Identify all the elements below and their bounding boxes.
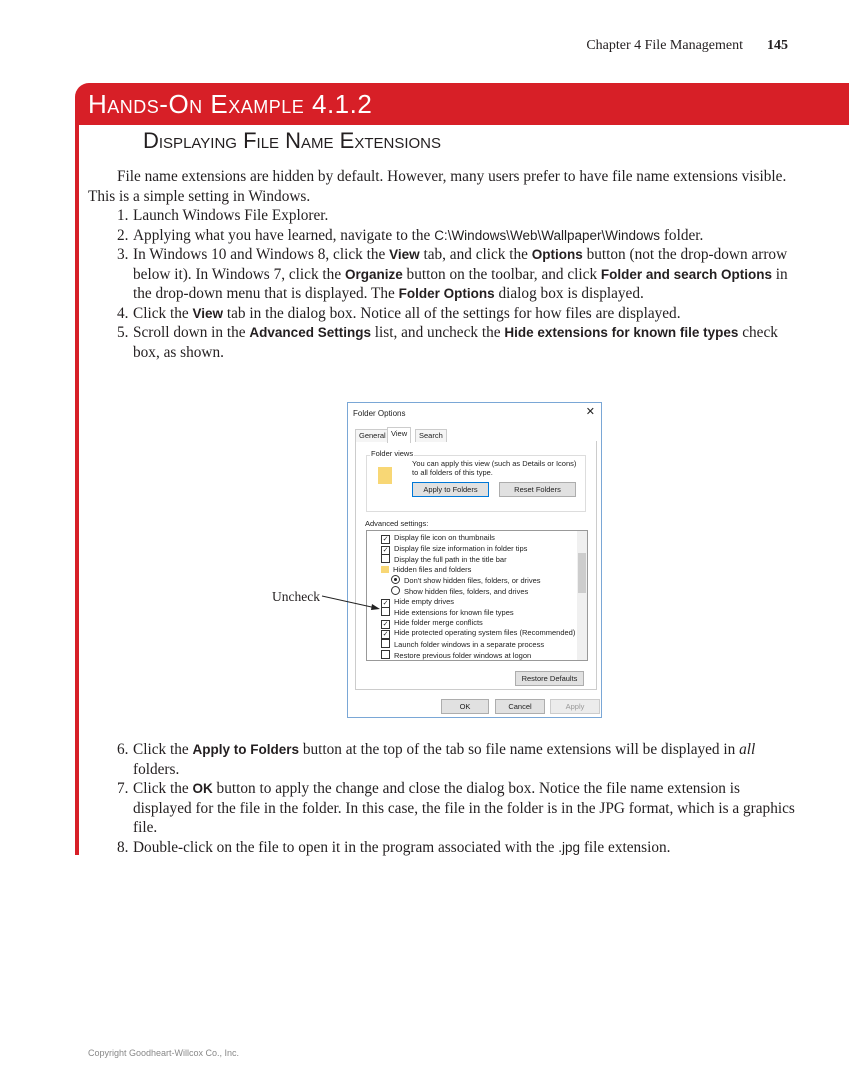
step-number: 4. bbox=[117, 304, 129, 322]
step-text: Apply to Folders bbox=[192, 742, 299, 757]
step-item bbox=[88, 245, 788, 304]
page-number: 145 bbox=[767, 38, 788, 53]
step-text: Folder and search Options bbox=[600, 266, 772, 282]
step-number: 2. bbox=[117, 226, 129, 244]
checkbox-unchecked[interactable] bbox=[381, 639, 390, 648]
step-item bbox=[88, 304, 788, 324]
ok-button[interactable]: OK bbox=[441, 699, 489, 714]
step-item bbox=[88, 206, 788, 226]
copyright-footer: Copyright Goodheart-Willcox Co., Inc. bbox=[88, 1048, 240, 1058]
setting-label: Display file size information in folder tips bbox=[394, 543, 528, 553]
setting-check[interactable] bbox=[381, 544, 527, 554]
setting-label: Display the full path in the title bar bbox=[394, 555, 507, 565]
dialog-title: Folder Options bbox=[353, 409, 406, 418]
setting-label: Launch folder windows in a separate process bbox=[394, 640, 545, 649]
setting-check[interactable] bbox=[381, 597, 454, 607]
step-number: 6. bbox=[117, 741, 129, 758]
steps-list bbox=[88, 206, 788, 362]
step-text: Double-click on the file to open it in the program associated with the bbox=[133, 838, 559, 856]
step-item bbox=[88, 838, 798, 858]
step-text: Folder Options bbox=[398, 286, 495, 301]
close-icon[interactable]: ✕ bbox=[585, 406, 595, 418]
tab-view[interactable]: View bbox=[387, 427, 411, 443]
step-text: tab, and click the bbox=[419, 246, 532, 263]
step-text: button to apply the change and close the dialog box. Notice the file name extension is displayed for the file in the folder. In this case, the file in the folder is in the JPG format, which is a graphics file. bbox=[133, 780, 795, 836]
step-number: 7. bbox=[117, 780, 129, 797]
radio-button[interactable] bbox=[391, 586, 400, 595]
callout-arrow-icon bbox=[320, 590, 382, 612]
chapter-title: Chapter 4 File Management bbox=[586, 38, 743, 53]
checkbox-unchecked[interactable] bbox=[381, 554, 390, 563]
setting-check[interactable] bbox=[381, 639, 544, 649]
instructions bbox=[88, 167, 788, 362]
step-text: Applying what you have learned, navigate to the bbox=[133, 226, 435, 244]
setting-radio[interactable] bbox=[391, 586, 528, 596]
step-text: button on the toolbar, and click bbox=[402, 265, 601, 283]
example-subtitle: Displaying File Name Extensions bbox=[143, 128, 442, 153]
setting-radio[interactable] bbox=[391, 575, 541, 585]
setting-check[interactable] bbox=[381, 554, 507, 564]
step-text: Click the bbox=[133, 304, 193, 322]
step-number: 3. bbox=[117, 246, 129, 263]
instructions-continued bbox=[88, 740, 798, 857]
sidebar-rule bbox=[75, 120, 79, 855]
setting-label: Don't show hidden files, folders, or drives bbox=[404, 576, 541, 586]
step-text: folder. bbox=[660, 226, 704, 244]
setting-check[interactable] bbox=[381, 650, 531, 660]
folder-icon bbox=[381, 566, 389, 573]
checkbox-checked[interactable]: ✓ bbox=[382, 546, 389, 554]
step-text: tab in the dialog box. Notice all of the settings for how files are displayed. bbox=[223, 304, 681, 322]
checkbox-checked[interactable]: ✓ bbox=[382, 599, 389, 607]
apply-button[interactable]: Apply bbox=[550, 699, 600, 714]
step-text: check box, as shown. bbox=[133, 324, 778, 361]
running-header bbox=[586, 38, 788, 54]
step-text: Hide extensions for known file types bbox=[504, 325, 739, 340]
folder-options-dialog bbox=[347, 402, 602, 718]
apply-to-folders-button[interactable]: Apply to Folders bbox=[412, 482, 489, 497]
setting-folder bbox=[381, 565, 471, 575]
intro-paragraph: File name extensions are hidden by default. However, many users prefer to have file name extensions visible. This is a simple setting in Windows. bbox=[88, 168, 787, 205]
step-text: button at the top of the tab so file name extensions will be displayed in bbox=[299, 741, 740, 758]
tab-general[interactable]: General bbox=[355, 429, 390, 442]
step-item bbox=[88, 740, 798, 779]
setting-check[interactable] bbox=[381, 618, 483, 628]
setting-label: Display file icon on thumbnails bbox=[394, 533, 495, 542]
uncheck-callout: Uncheck bbox=[272, 589, 320, 604]
example-title: Hands-On Example 4.1.2 bbox=[88, 89, 373, 119]
setting-label: Restore previous folder windows at logon bbox=[394, 650, 532, 660]
setting-label: Show hidden files, folders, and drives bbox=[404, 587, 529, 596]
setting-label: Hide folder merge conflicts bbox=[394, 617, 483, 627]
step-text: button (not the drop-down arrow below it). In Windows 7, click the bbox=[133, 246, 788, 283]
advanced-settings-label: Advanced settings: bbox=[365, 519, 429, 528]
checkbox-unchecked[interactable] bbox=[381, 607, 390, 616]
step-text: Click the bbox=[133, 780, 193, 797]
step-item bbox=[88, 226, 788, 246]
example-banner bbox=[75, 83, 849, 125]
step-text: View bbox=[192, 305, 224, 321]
reset-folders-button[interactable]: Reset Folders bbox=[499, 482, 576, 497]
setting-check[interactable] bbox=[381, 607, 514, 617]
cancel-button[interactable]: Cancel bbox=[495, 699, 545, 714]
step-item bbox=[88, 323, 788, 362]
step-item bbox=[88, 779, 798, 838]
step-number: 5. bbox=[117, 324, 129, 341]
setting-label: Hide empty drives bbox=[394, 596, 455, 606]
radio-button[interactable] bbox=[391, 575, 400, 584]
step-text: all bbox=[739, 741, 756, 758]
step-text: Launch Windows File Explorer. bbox=[133, 207, 329, 224]
setting-label: Hide extensions for known file types bbox=[394, 608, 514, 618]
folder-icon bbox=[378, 467, 392, 484]
step-text: View bbox=[389, 247, 420, 262]
step-text: Click the bbox=[133, 741, 193, 758]
setting-check[interactable] bbox=[381, 628, 575, 638]
step-text: Scroll down in the bbox=[133, 324, 250, 341]
step-text: Organize bbox=[344, 266, 403, 282]
step-number: 8. bbox=[117, 838, 129, 856]
checkbox-checked[interactable]: ✓ bbox=[382, 631, 389, 639]
folder-views-text: You can apply this view (such as Details or Icons) to all folders of this type. bbox=[412, 459, 577, 477]
step-text: In Windows 10 and Windows 8, click the bbox=[133, 246, 390, 263]
advanced-settings-list[interactable] bbox=[366, 530, 588, 661]
step-text: in the drop-down menu that is displayed. The bbox=[133, 265, 788, 302]
scrollbar-thumb[interactable] bbox=[578, 553, 586, 593]
step-text: dialog box is displayed. bbox=[494, 285, 644, 302]
checkbox-checked[interactable]: ✓ bbox=[382, 536, 389, 543]
steps-list-continued bbox=[88, 740, 798, 857]
setting-label: Hidden files and folders bbox=[393, 564, 472, 574]
step-text: file extension. bbox=[580, 838, 671, 856]
setting-check[interactable] bbox=[381, 533, 495, 543]
step-text: C:\Windows\Web\Wallpaper\Windows bbox=[434, 227, 661, 243]
step-text: list, and uncheck the bbox=[370, 324, 505, 341]
step-number: 1. bbox=[117, 207, 129, 224]
scrollbar[interactable] bbox=[577, 531, 587, 660]
folder-views-label: Folder views bbox=[371, 449, 414, 458]
checkbox-unchecked[interactable] bbox=[381, 650, 390, 659]
checkbox-checked[interactable]: ✓ bbox=[382, 620, 389, 628]
step-text: folders. bbox=[133, 760, 180, 778]
tab-search[interactable]: Search bbox=[415, 429, 447, 442]
step-text: OK bbox=[192, 781, 213, 796]
restore-defaults-button[interactable]: Restore Defaults bbox=[515, 671, 584, 686]
step-text: .jpg bbox=[558, 839, 581, 855]
step-text: Advanced Settings bbox=[249, 325, 371, 340]
setting-label: Hide protected operating system files (Recommended) bbox=[394, 628, 576, 638]
step-text: Options bbox=[531, 247, 583, 262]
